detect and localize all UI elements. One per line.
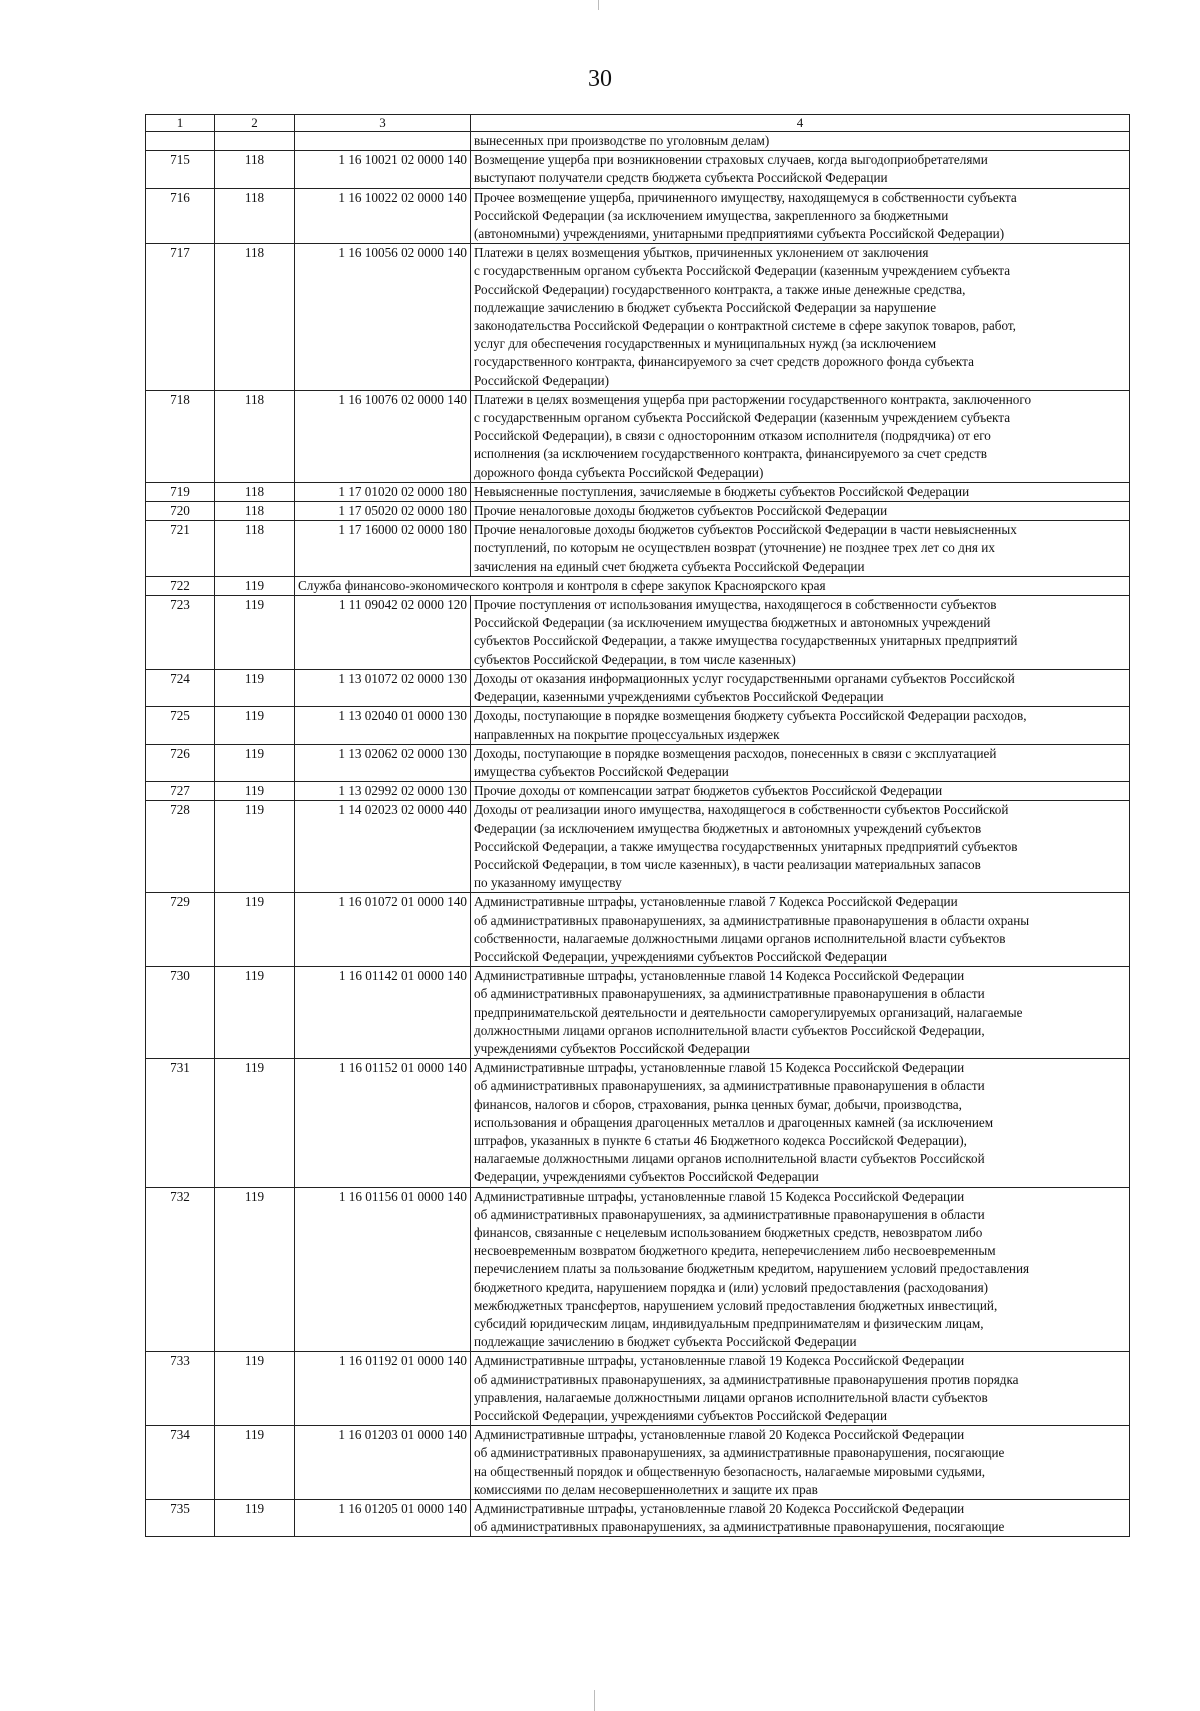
- table-row: [146, 188, 1130, 244]
- table-row: [146, 482, 1130, 501]
- row-number: 716: [146, 188, 215, 244]
- description-line: с государственным органом субъекта Российской Федерации (казенным учреждением субъекта: [474, 263, 1011, 279]
- description-line: Российской Федерации, учреждениями субъектов Российской Федерации: [474, 1408, 888, 1424]
- row-number: 719: [146, 482, 215, 501]
- description-line: Российской Федерации (за исключением имущества бюджетных и автономных учреждений: [474, 615, 991, 631]
- table-body: [146, 132, 1130, 1537]
- admin-code: 119: [215, 1059, 295, 1187]
- header-col-2: 2: [215, 115, 295, 132]
- table-row: [146, 244, 1130, 391]
- budget-classification-code: 1 13 02040 01 0000 130: [295, 707, 471, 744]
- admin-code: 118: [215, 502, 295, 521]
- admin-code: 118: [215, 244, 295, 391]
- row-number: 723: [146, 596, 215, 670]
- description-line: Прочие неналоговые доходы бюджетов субъектов Российской Федерации в части невыясненных: [474, 522, 1017, 538]
- description-line: Прочее возмещение ущерба, причиненного имуществу, находящемуся в собственности субъекта: [474, 189, 1017, 205]
- budget-classification-code: 1 16 10021 02 0000 140: [295, 151, 471, 188]
- description-line: межбюджетных трансфертов, нарушением условий предоставления бюджетных инвестиций,: [474, 1297, 998, 1313]
- budget-classification-code: 1 16 10022 02 0000 140: [295, 188, 471, 244]
- description-line: Административные штрафы, установленные главой 7 Кодекса Российской Федерации: [474, 894, 958, 910]
- admin-code: 118: [215, 390, 295, 482]
- row-number: 731: [146, 1059, 215, 1187]
- budget-classification-code: 1 11 09042 02 0000 120: [295, 596, 471, 670]
- description-line: Российской Федерации (за исключением имущества, закрепленного за бюджетными: [474, 207, 949, 223]
- admin-code: 119: [215, 801, 295, 893]
- row-number: 734: [146, 1426, 215, 1500]
- row-number: 733: [146, 1352, 215, 1426]
- income-description: [471, 188, 1130, 244]
- table-row: [146, 596, 1130, 670]
- budget-classification-code: 1 16 01205 01 0000 140: [295, 1500, 471, 1537]
- table-row: [146, 1352, 1130, 1426]
- admin-code: 119: [215, 893, 295, 967]
- budget-classification-code: 1 14 02023 02 0000 440: [295, 801, 471, 893]
- description-line: по указанному имуществу: [474, 875, 622, 891]
- row-number: 725: [146, 707, 215, 744]
- description-line: Федерации (за исключением имущества бюджетных и автономных учреждений субъектов: [474, 820, 982, 836]
- description-line: Российской Федерации, а также имущества государственных унитарных предприятий субъектов: [474, 838, 1018, 854]
- table-row: [146, 707, 1130, 744]
- admin-name: Служба финансово-экономического контроля и контроля в сфере закупок Красноярского края: [295, 576, 1130, 595]
- description-line: исполнения (за исключением государственного контракта, финансируемого за счет средств: [474, 446, 987, 462]
- income-description: [471, 893, 1130, 967]
- budget-classification-code: 1 16 10076 02 0000 140: [295, 390, 471, 482]
- description-line: (автономными) учреждениями, унитарными предприятиями субъекта Российской Федерации): [474, 226, 1005, 242]
- description-line: с государственным органом субъекта Российской Федерации (казенным учреждением субъекта: [474, 410, 1011, 426]
- admin-code: 118: [215, 521, 295, 577]
- row-number: [146, 132, 215, 151]
- income-description: [471, 1187, 1130, 1352]
- description-line: налагаемые должностными лицами органов исполнительной власти субъектов Российской: [474, 1151, 985, 1167]
- description-line: Административные штрафы, установленные главой 20 Кодекса Российской Федерации: [474, 1427, 965, 1443]
- row-number: 735: [146, 1500, 215, 1537]
- table-row: [146, 521, 1130, 577]
- description-line: Доходы, поступающие в порядке возмещения бюджету субъекта Российской Федерации расходов,: [474, 708, 1027, 724]
- description-line: субъектов Российской Федерации, в том числе казенных): [474, 651, 796, 667]
- revenue-code-table: [145, 114, 1130, 1537]
- description-line: государственного контракта, финансируемого за счет средств дорожного фонда субъекта: [474, 354, 974, 370]
- description-line: Российской Федерации) государственного контракта, а также иные денежные средства,: [474, 281, 966, 297]
- description-line: Административные штрафы, установленные главой 14 Кодекса Российской Федерации: [474, 968, 965, 984]
- description-line: Невыясненные поступления, зачисляемые в бюджеты субъектов Российской Федерации: [474, 483, 970, 499]
- description-line: имущества субъектов Российской Федерации: [474, 763, 729, 779]
- description-line: Административные штрафы, установленные главой 15 Кодекса Российской Федерации: [474, 1060, 965, 1076]
- description-line: Административные штрафы, установленные главой 15 Кодекса Российской Федерации: [474, 1188, 965, 1204]
- table-row: [146, 744, 1130, 781]
- admin-code: 119: [215, 1426, 295, 1500]
- table-row: [146, 576, 1130, 595]
- budget-classification-code: 1 13 01072 02 0000 130: [295, 669, 471, 706]
- description-line: должностными лицами органов исполнительной власти субъектов Российской Федерации,: [474, 1022, 985, 1038]
- budget-classification-code: 1 13 02992 02 0000 130: [295, 782, 471, 801]
- budget-classification-code: 1 16 01072 01 0000 140: [295, 893, 471, 967]
- row-number: 724: [146, 669, 215, 706]
- description-line: предпринимательской деятельности и деятельности саморегулируемых организаций, налагаемые: [474, 1004, 1023, 1020]
- description-line: бюджетного кредита, нарушением порядка и (или) условий предоставления (расходования): [474, 1279, 989, 1295]
- table-row: [146, 782, 1130, 801]
- row-number: 721: [146, 521, 215, 577]
- income-description: [471, 521, 1130, 577]
- table-row: [146, 1059, 1130, 1187]
- description-line: Федерации, казенными учреждениями субъектов Российской Федерации: [474, 689, 884, 705]
- income-description: [471, 1426, 1130, 1500]
- row-number: 728: [146, 801, 215, 893]
- description-line: выступают получатели средств бюджета субъекта Российской Федерации: [474, 170, 888, 186]
- row-number: 730: [146, 967, 215, 1059]
- description-line: зачисления на единый счет бюджета субъекта Российской Федерации: [474, 558, 865, 574]
- table-row: [146, 1500, 1130, 1537]
- budget-classification-code: 1 16 01156 01 0000 140: [295, 1187, 471, 1352]
- table-row: [146, 1426, 1130, 1500]
- header-col-3: 3: [295, 115, 471, 132]
- income-description: [471, 669, 1130, 706]
- income-description: [471, 1059, 1130, 1187]
- income-description: [471, 151, 1130, 188]
- budget-classification-code: 1 16 01152 01 0000 140: [295, 1059, 471, 1187]
- budget-classification-code: 1 16 10056 02 0000 140: [295, 244, 471, 391]
- description-line: услуг для обеспечения государственных и муниципальных нужд (за исключением: [474, 336, 937, 352]
- income-description: [471, 1500, 1130, 1537]
- header-col-1: 1: [146, 115, 215, 132]
- admin-code: 118: [215, 482, 295, 501]
- income-description: [471, 502, 1130, 521]
- admin-code: 119: [215, 1500, 295, 1537]
- budget-classification-code: 1 17 05020 02 0000 180: [295, 502, 471, 521]
- budget-classification-code: 1 13 02062 02 0000 130: [295, 744, 471, 781]
- table-row: [146, 151, 1130, 188]
- description-line: Прочие доходы от компенсации затрат бюджетов субъектов Российской Федерации: [474, 783, 943, 799]
- description-line: перечислением платы за пользование бюджетным кредитом, нарушением условий предоставления: [474, 1261, 1030, 1277]
- description-line: комиссиями по делам несовершеннолетних и защите их прав: [474, 1481, 818, 1497]
- table-row: [146, 801, 1130, 893]
- admin-code: 119: [215, 1352, 295, 1426]
- income-description: [471, 801, 1130, 893]
- row-number: 726: [146, 744, 215, 781]
- description-line: управления, налагаемые должностными лицами органов исполнительной власти субъектов: [474, 1389, 988, 1405]
- income-description: [471, 707, 1130, 744]
- admin-code: 119: [215, 1187, 295, 1352]
- admin-code: 119: [215, 744, 295, 781]
- table-row: [146, 132, 1130, 151]
- description-line: финансов, налогов и сборов, страхования, рынка ценных бумаг, добычи, производства,: [474, 1096, 962, 1112]
- income-description: [471, 782, 1130, 801]
- income-description: [471, 244, 1130, 391]
- admin-code: 119: [215, 707, 295, 744]
- description-line: Возмещение ущерба при возникновении страховых случаев, когда выгодоприобретателями: [474, 152, 988, 168]
- budget-classification-code: 1 16 01192 01 0000 140: [295, 1352, 471, 1426]
- budget-classification-code: 1 17 16000 02 0000 180: [295, 521, 471, 577]
- description-line: об административных правонарушениях, за административные правонарушения, посягающие: [474, 1445, 1005, 1461]
- description-line: подлежащие зачислению в бюджет субъекта Российской Федерации: [474, 1334, 857, 1350]
- description-line: несвоевременным возвратом бюджетного кредита, неперечислением либо несвоевременным: [474, 1243, 996, 1259]
- description-line: Российской Федерации): [474, 372, 609, 388]
- description-line: штрафов, указанных в пункте 6 статьи 46 Бюджетного кодекса Российской Федерации),: [474, 1132, 967, 1148]
- description-line: субсидий юридическим лицам, индивидуальным предпринимателям и физическим лицам,: [474, 1316, 984, 1331]
- income-description: [471, 132, 1130, 151]
- row-number: 720: [146, 502, 215, 521]
- description-line: Прочие поступления от использования имущества, находящегося в собственности субъектов: [474, 597, 997, 613]
- description-line: Платежи в целях возмещения убытков, причиненных уклонением от заключения: [474, 245, 929, 261]
- description-line: Доходы от реализации иного имущества, находящегося в собственности субъектов Российской: [474, 802, 1009, 818]
- row-number: 717: [146, 244, 215, 391]
- description-line: Российской Федерации), в связи с односторонним отказом исполнителя (подрядчика) от его: [474, 428, 991, 444]
- description-line: Российской Федерации, учреждениями субъектов Российской Федерации: [474, 948, 888, 964]
- description-line: направленных на покрытие процессуальных издержек: [474, 726, 780, 742]
- row-number: 715: [146, 151, 215, 188]
- table-row: [146, 893, 1130, 967]
- budget-classification-code: 1 16 01142 01 0000 140: [295, 967, 471, 1059]
- description-line: использования и обращения драгоценных металлов и драгоценных камней (за исключением: [474, 1114, 994, 1130]
- page-number: 30: [588, 66, 612, 92]
- row-number: 729: [146, 893, 215, 967]
- income-description: [471, 744, 1130, 781]
- description-line: законодательства Российской Федерации о контрактной системе в сфере закупок товаров, работ,: [474, 318, 1016, 334]
- description-line: финансов, связанные с нецелевым использованием бюджетных средств, невозвратом либо: [474, 1224, 983, 1240]
- table-row: [146, 669, 1130, 706]
- admin-code: 119: [215, 782, 295, 801]
- description-line: об административных правонарушениях, за административные правонарушения в области охраны: [474, 912, 1030, 928]
- description-line: Российской Федерации, в том числе казенных), в части реализации материальных запасов: [474, 856, 981, 872]
- description-line: Административные штрафы, установленные главой 19 Кодекса Российской Федерации: [474, 1353, 965, 1369]
- description-line: об административных правонарушениях, за административные правонарушения в области: [474, 986, 985, 1002]
- row-number: 718: [146, 390, 215, 482]
- description-line: поступлений, по которым не осуществлен возврат (уточнение) не позднее трех лет со дня их: [474, 540, 995, 556]
- table-row: [146, 967, 1130, 1059]
- scan-mark-top: [598, 0, 599, 10]
- description-line: об административных правонарушениях, за административные правонарушения, посягающие: [474, 1519, 1005, 1535]
- table-row: [146, 502, 1130, 521]
- header-row: [146, 115, 1130, 132]
- income-description: [471, 967, 1130, 1059]
- scan-mark-bottom: [594, 1690, 595, 1711]
- description-line: Административные штрафы, установленные главой 20 Кодекса Российской Федерации: [474, 1501, 965, 1517]
- description-line: об административных правонарушениях, за административные правонарушения в области: [474, 1206, 985, 1222]
- row-number: 727: [146, 782, 215, 801]
- description-line: Доходы, поступающие в порядке возмещения расходов, понесенных в связи с эксплуатацией: [474, 745, 997, 761]
- description-line: на общественный порядок и общественную безопасность, налагаемые мировыми судьями,: [474, 1463, 986, 1479]
- admin-code: 118: [215, 188, 295, 244]
- income-description: [471, 596, 1130, 670]
- budget-classification-code: [295, 132, 471, 151]
- budget-classification-code: 1 16 01203 01 0000 140: [295, 1426, 471, 1500]
- description-line: об административных правонарушениях, за административные правонарушения против порядка: [474, 1371, 1019, 1387]
- row-number: 722: [146, 576, 215, 595]
- row-number: 732: [146, 1187, 215, 1352]
- description-line: Доходы от оказания информационных услуг государственными органами субъектов Российской: [474, 670, 1015, 686]
- description-line: учреждениями субъектов Российской Федерации: [474, 1040, 750, 1056]
- income-description: [471, 390, 1130, 482]
- header-col-4: 4: [471, 115, 1130, 132]
- description-line: вынесенных при производстве по уголовным делам): [474, 133, 770, 148]
- budget-classification-code: 1 17 01020 02 0000 180: [295, 482, 471, 501]
- admin-code: 119: [215, 967, 295, 1059]
- table-row: [146, 1187, 1130, 1352]
- income-description: [471, 1352, 1130, 1426]
- income-description: [471, 482, 1130, 501]
- description-line: Платежи в целях возмещения ущерба при расторжении государственного контракта, заключенного: [474, 391, 1032, 407]
- description-line: подлежащие зачислению в бюджет субъекта Российской Федерации за нарушение: [474, 299, 937, 315]
- description-line: Прочие неналоговые доходы бюджетов субъектов Российской Федерации: [474, 503, 888, 519]
- description-line: Федерации, учреждениями субъектов Российской Федерации: [474, 1169, 819, 1185]
- admin-code: 119: [215, 596, 295, 670]
- description-line: дорожного фонда субъекта Российской Федерации): [474, 464, 764, 480]
- description-line: об административных правонарушениях, за административные правонарушения в области: [474, 1078, 985, 1094]
- admin-code: 118: [215, 151, 295, 188]
- description-line: субъектов Российской Федерации, а также имущества государственных унитарных предприятий: [474, 633, 1018, 649]
- admin-code: 119: [215, 669, 295, 706]
- admin-code: [215, 132, 295, 151]
- admin-code: 119: [215, 576, 295, 595]
- description-line: собственности, налагаемые должностными лицами органов исполнительной власти субъектов: [474, 930, 1006, 946]
- table-row: [146, 390, 1130, 482]
